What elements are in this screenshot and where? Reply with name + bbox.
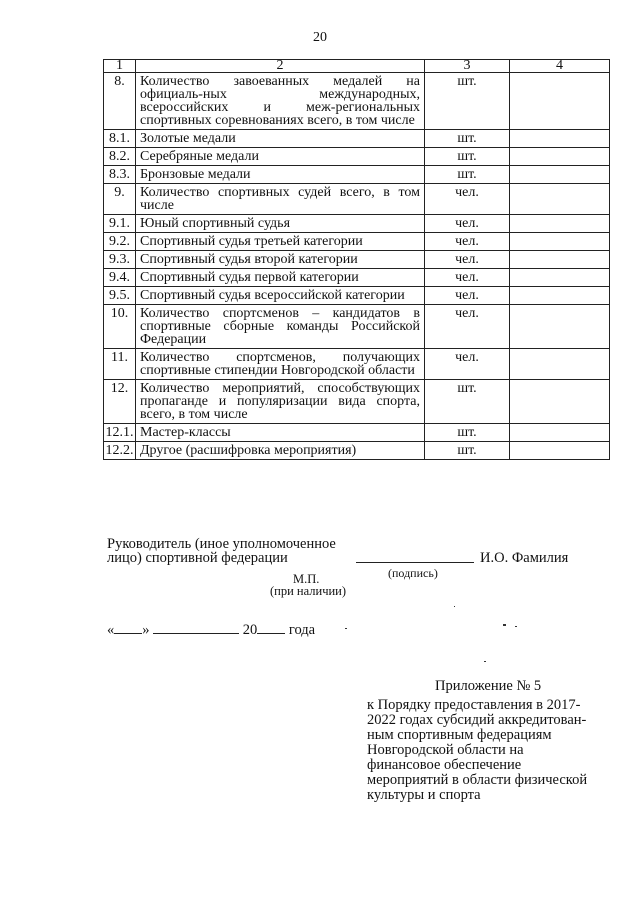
year-prefix: 20 xyxy=(242,622,258,638)
row-number-cell: 8. xyxy=(104,73,136,130)
unit-cell: чел. xyxy=(425,251,510,269)
indicators-table xyxy=(103,59,610,460)
value-cell xyxy=(510,148,610,166)
value-cell xyxy=(510,442,610,460)
signatory-name: И.О. Фамилия xyxy=(480,550,569,566)
header-cell: 3 xyxy=(425,60,510,73)
scan-speck xyxy=(515,626,517,627)
scan-speck xyxy=(503,624,506,626)
indicator-name-cell: Количество спортивных судей всего, в том числе xyxy=(136,184,425,215)
value-cell xyxy=(510,251,610,269)
table-row xyxy=(104,442,610,460)
value-cell xyxy=(510,287,610,305)
unit-cell: чел. xyxy=(425,349,510,380)
table-row xyxy=(104,305,610,349)
indicator-name-cell: Другое (расшифровка мероприятия) xyxy=(136,442,425,460)
value-cell xyxy=(510,184,610,215)
row-number-cell: 10. xyxy=(104,305,136,349)
month-blank xyxy=(153,621,239,634)
table-row xyxy=(104,166,610,184)
row-number-cell: 12.1. xyxy=(105,425,134,440)
table-row xyxy=(104,233,610,251)
unit-cell: чел. xyxy=(425,305,510,349)
table-row xyxy=(104,148,610,166)
indicator-name-cell: Спортивный судья третьей категории xyxy=(136,233,425,251)
row-number-cell: 9.4. xyxy=(104,269,136,287)
indicator-name-cell: Мастер-классы xyxy=(136,424,425,442)
appendix-text: к Порядку предоставления в 2017-2022 годах субсидий аккредитован-ным спортивным федерациям Новгородской области на финансовое обеспечение мероприятий в области физической культуры и спорта xyxy=(367,697,588,803)
value-cell xyxy=(510,380,610,424)
day-blank xyxy=(114,621,142,634)
table-body xyxy=(104,73,610,460)
indicator-name-cell: Серебряные медали xyxy=(136,148,425,166)
indicator-name-cell: Золотые медали xyxy=(136,130,425,148)
signature-line xyxy=(356,562,474,563)
row-number-cell: 12. xyxy=(104,380,136,424)
table-row xyxy=(104,349,610,380)
table-row xyxy=(104,251,610,269)
table-row xyxy=(104,424,610,442)
unit-cell: чел. xyxy=(425,287,510,305)
value-cell xyxy=(510,215,610,233)
date-line xyxy=(107,621,315,639)
value-cell xyxy=(510,424,610,442)
indicator-name-cell: Количество мероприятий, способствующих пропаганде и популяризации вида спорта, всего, в том числе xyxy=(136,380,425,424)
value-cell xyxy=(510,349,610,380)
appendix-title: Приложение № 5 xyxy=(435,678,542,694)
row-number-cell: 12.2. xyxy=(105,443,134,458)
row-number-cell: 11. xyxy=(104,349,136,380)
header-cell: 4 xyxy=(510,60,610,73)
unit-cell: шт. xyxy=(425,73,510,130)
table-row xyxy=(104,287,610,305)
row-number-cell: 9. xyxy=(104,184,136,215)
row-number-cell: 9.5. xyxy=(104,287,136,305)
value-cell xyxy=(510,166,610,184)
unit-cell: чел. xyxy=(425,269,510,287)
indicator-name-cell: Спортивный судья всероссийской категории xyxy=(136,287,425,305)
unit-cell: шт. xyxy=(425,148,510,166)
indicator-name-cell: Спортивный судья второй категории xyxy=(136,251,425,269)
value-cell xyxy=(510,269,610,287)
date-close-quote: » xyxy=(142,622,150,638)
date-open-quote: « xyxy=(107,622,115,638)
indicator-name-cell: Количество спортсменов – кандидатов в спортивные сборные команды Российской Федерации xyxy=(136,305,425,349)
signatory-title-line-1: Руководитель (иное уполномоченное xyxy=(107,536,336,552)
table-row xyxy=(104,73,610,130)
table-header-row xyxy=(104,60,610,73)
stamp-label: М.П. xyxy=(293,572,320,586)
value-cell xyxy=(510,305,610,349)
stamp-note: (при наличии) xyxy=(270,584,347,598)
signatory-block xyxy=(107,537,336,565)
unit-cell: чел. xyxy=(425,184,510,215)
indicator-name-cell: Количество спортсменов, получающих спортивные стипендии Новгородской области xyxy=(136,349,425,380)
indicator-name-cell: Юный спортивный судья xyxy=(136,215,425,233)
year-suffix: года xyxy=(288,622,316,638)
unit-cell: шт. xyxy=(425,442,510,460)
signatory-title-line-2: лицо) спортивной федерации xyxy=(107,550,288,566)
signature-caption: (подпись) xyxy=(388,566,438,580)
unit-cell: шт. xyxy=(425,380,510,424)
page-number: 20 xyxy=(313,30,327,45)
table-row xyxy=(104,184,610,215)
indicator-name-cell: Бронзовые медали xyxy=(136,166,425,184)
unit-cell: шт. xyxy=(425,424,510,442)
indicator-name-cell: Спортивный судья первой категории xyxy=(136,269,425,287)
table-row xyxy=(104,269,610,287)
row-number-cell: 9.3. xyxy=(104,251,136,269)
unit-cell: чел. xyxy=(425,215,510,233)
header-cell: 2 xyxy=(136,60,425,73)
row-number-cell: 8.1. xyxy=(104,130,136,148)
unit-cell: шт. xyxy=(425,130,510,148)
value-cell xyxy=(510,73,610,130)
unit-cell: шт. xyxy=(425,166,510,184)
row-number-cell: 9.2. xyxy=(104,233,136,251)
table-row xyxy=(104,130,610,148)
table-row xyxy=(104,380,610,424)
table-row xyxy=(104,215,610,233)
value-cell xyxy=(510,233,610,251)
unit-cell: чел. xyxy=(425,233,510,251)
indicator-name-cell: Количество завоеванных медалей на официаль-ных международных, всероссийских и меж-региональных спортивных соревнованиях всего, в том числе xyxy=(136,73,425,130)
year-blank xyxy=(257,621,285,634)
value-cell xyxy=(510,130,610,148)
scan-speck xyxy=(484,661,486,662)
scan-speck xyxy=(345,628,347,629)
scan-speck xyxy=(454,606,455,607)
header-cell: 1 xyxy=(104,60,136,73)
row-number-cell: 9.1. xyxy=(104,215,136,233)
row-number-cell: 8.2. xyxy=(104,148,136,166)
row-number-cell: 8.3. xyxy=(104,166,136,184)
